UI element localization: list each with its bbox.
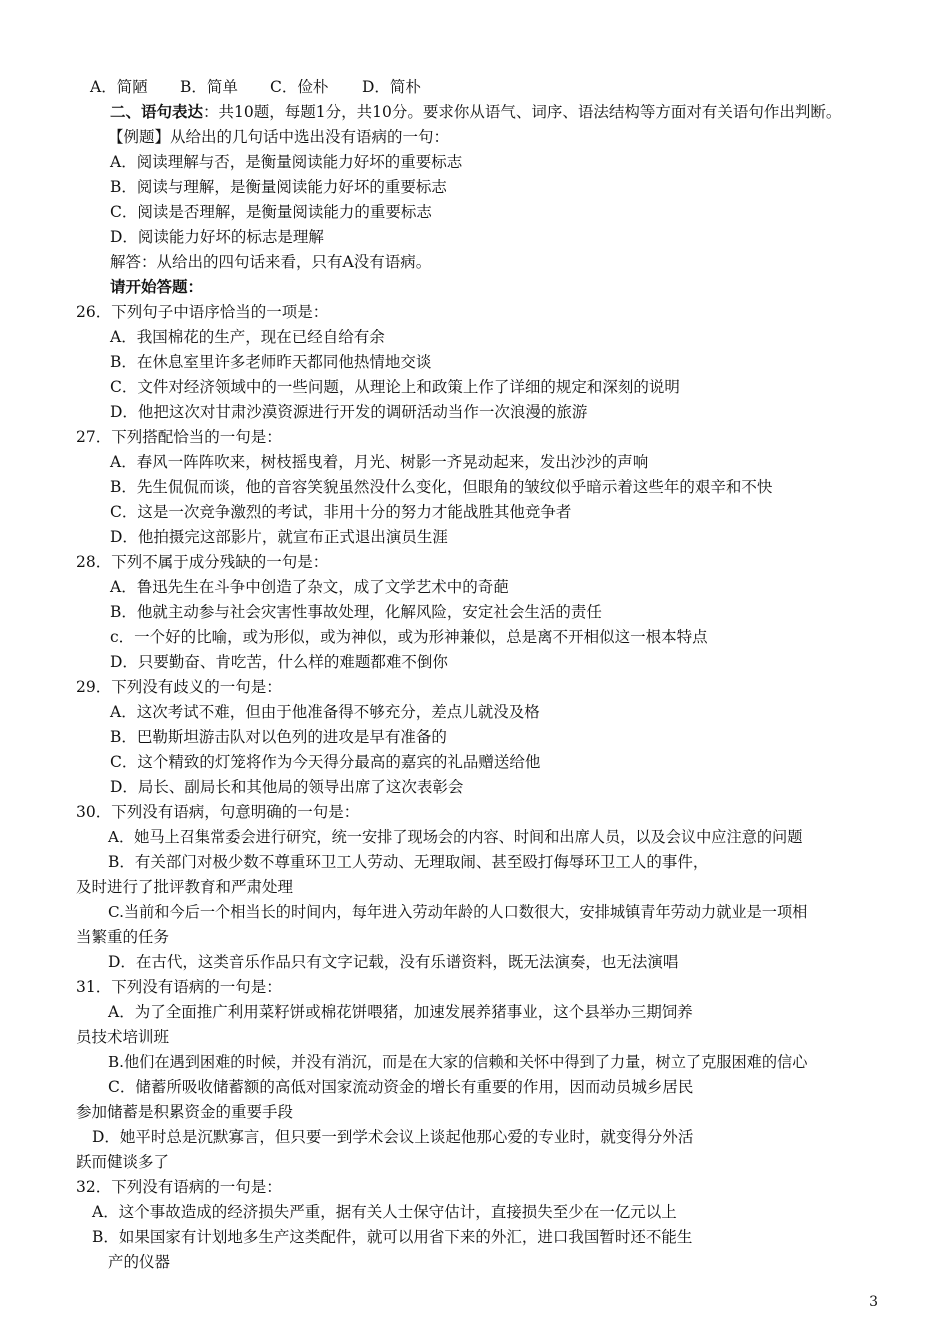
example-question [108,127,449,147]
page-number: 3 [869,1294,878,1310]
question-option: D．她平时总是沉默寡言，但只要一到学术会议上谈起他那心爱的专业时，就变得分外活 [92,1128,694,1146]
question-option: D．局长、副局长和其他局的领导出席了这次表彰会 [110,778,464,796]
question-stem: 27．下列搭配恰当的一句是： [76,428,282,446]
example-option: B．阅读与理解，是衡量阅读能力好坏的重要标志 [110,178,447,196]
section-title: 二、语句表达 [110,102,204,121]
question-option: B．如果国家有计划地多生产这类配件，就可以用省下来的外汇，进口我国暂时还不能生 [92,1228,693,1246]
question-option: A．鲁迅先生在斗争中创造了杂文，成了文学艺术中的奇葩 [110,578,509,596]
question-option: B．巴勒斯坦游击队对以色列的进攻是早有准备的 [110,728,447,746]
question-option: B．先生侃侃而谈，他的音容笑貌虽然没什么变化，但眼角的皱纹似乎暗示着这些年的艰辛和不快 [110,478,773,496]
question-stem: 30．下列没有语病，句意明确的一句是： [76,803,360,821]
question-option-cont: 跃而健谈多了 [76,1153,170,1171]
question-option: B.他们在遇到困难的时候，并没有消沉，而是在大家的信赖和关怀中得到了力量，树立了克服困难的信心 [108,1053,808,1071]
question-option: B．有关部门对极少数不尊重环卫工人劳动、无理取闹、甚至殴打侮辱环卫工人的事件， [108,853,709,871]
question-option: A．春风一阵阵吹来，树枝摇曳着，月光、树影一齐晃动起来，发出沙沙的声响 [110,453,649,471]
question-option: D．他拍摄完这部影片，就宣布正式退出演员生涯 [110,528,448,546]
question-option: A．这个事故造成的经济损失严重，据有关人士保守估计，直接损失至少在一亿元以上 [92,1203,677,1221]
example-tag: 【例题】 [108,128,171,146]
question-option-cont: 参加储蓄是积累资金的重要手段 [76,1103,294,1121]
question-stem: 32．下列没有语病的一句是： [76,1178,282,1196]
question-stem: 31．下列没有语病的一句是： [76,978,282,996]
question-option: B．在休息室里许多老师昨天都同他热情地交谈 [110,353,432,371]
question-option: c．一个好的比喻，或为形似，或为神似，或为形神兼似，总是离不开相似这一根本特点 [110,628,708,646]
section-heading [110,102,841,122]
question-option-cont: 及时进行了批评教育和严肃处理 [76,878,294,896]
question-option: A．这次考试不难，但由于他准备得不够充分，差点儿就没及格 [110,703,540,721]
start-label: 请开始答题： [110,277,204,296]
option-c: C．俭朴 [270,78,329,96]
question-option: C．储蓄所吸收储蓄额的高低对国家流动资金的增长有重要的作用，因而动员城乡居民 [108,1078,694,1096]
question-option: A．她马上召集常委会进行研究，统一安排了现场会的内容、时间和出席人员，以及会议中应注意的问题 [108,828,803,846]
question-option: C.当前和今后一个相当长的时间内，每年进入劳动年龄的人口数很大，安排城镇青年劳动力就业是一项相 [108,903,808,921]
question-stem: 28．下列不属于成分残缺的一句是： [76,553,329,571]
top-options [90,77,421,97]
example-answer: 解答：从给出的四句话来看，只有A没有语病。 [110,253,432,271]
question-option: B．他就主动参与社会灾害性事故处理，化解风险，安定社会生活的责任 [110,603,602,621]
question-option: C．文件对经济领域中的一些问题，从理论上和政策上作了详细的规定和深刻的说明 [110,378,680,396]
question-option: A．我国棉花的生产，现在已经自给有余 [110,328,385,346]
question-option: D．他把这次对甘肃沙漠资源进行开发的调研活动当作一次浪漫的旅游 [110,403,588,421]
example-option: D．阅读能力好坏的标志是理解 [110,228,324,246]
example-option: A．阅读理解与否，是衡量阅读能力好坏的重要标志 [110,153,463,171]
question-stem: 29．下列没有歧义的一句是： [76,678,282,696]
question-option-cont: 产的仪器 [108,1253,171,1271]
option-a: A．简陋 [90,78,148,96]
option-b: B．简单 [180,78,238,96]
question-option: C．这是一次竞争激烈的考试，非用十分的努力才能战胜其他竞争者 [110,503,572,521]
question-option: D．在古代，这类音乐作品只有文字记载，没有乐谱资料，既无法演奏，也无法演唱 [108,953,679,971]
question-option: A．为了全面推广利用菜籽饼或棉花饼喂猪，加速发展养猪事业，这个县举办三期饲养 [108,1003,693,1021]
example-option: C．阅读是否理解，是衡量阅读能力的重要标志 [110,203,432,221]
question-option-cont: 当繁重的任务 [76,928,170,946]
question-option: D．只要勤奋、肯吃苦，什么样的难题都难不倒你 [110,653,448,671]
option-d: D．简朴 [362,78,421,96]
example-text: 从给出的几句话中选出没有语病的一句： [170,128,450,146]
question-stem: 26．下列句子中语序恰当的一项是： [76,303,329,321]
section-desc: ：共10题，每题1分，共10分。要求你从语气、词序、语法结构等方面对有关语句作出判断。 [203,103,842,121]
question-option-cont: 员技术培训班 [76,1028,170,1046]
question-option: C．这个精致的灯笼将作为今天得分最高的嘉宾的礼品赠送给他 [110,753,541,771]
